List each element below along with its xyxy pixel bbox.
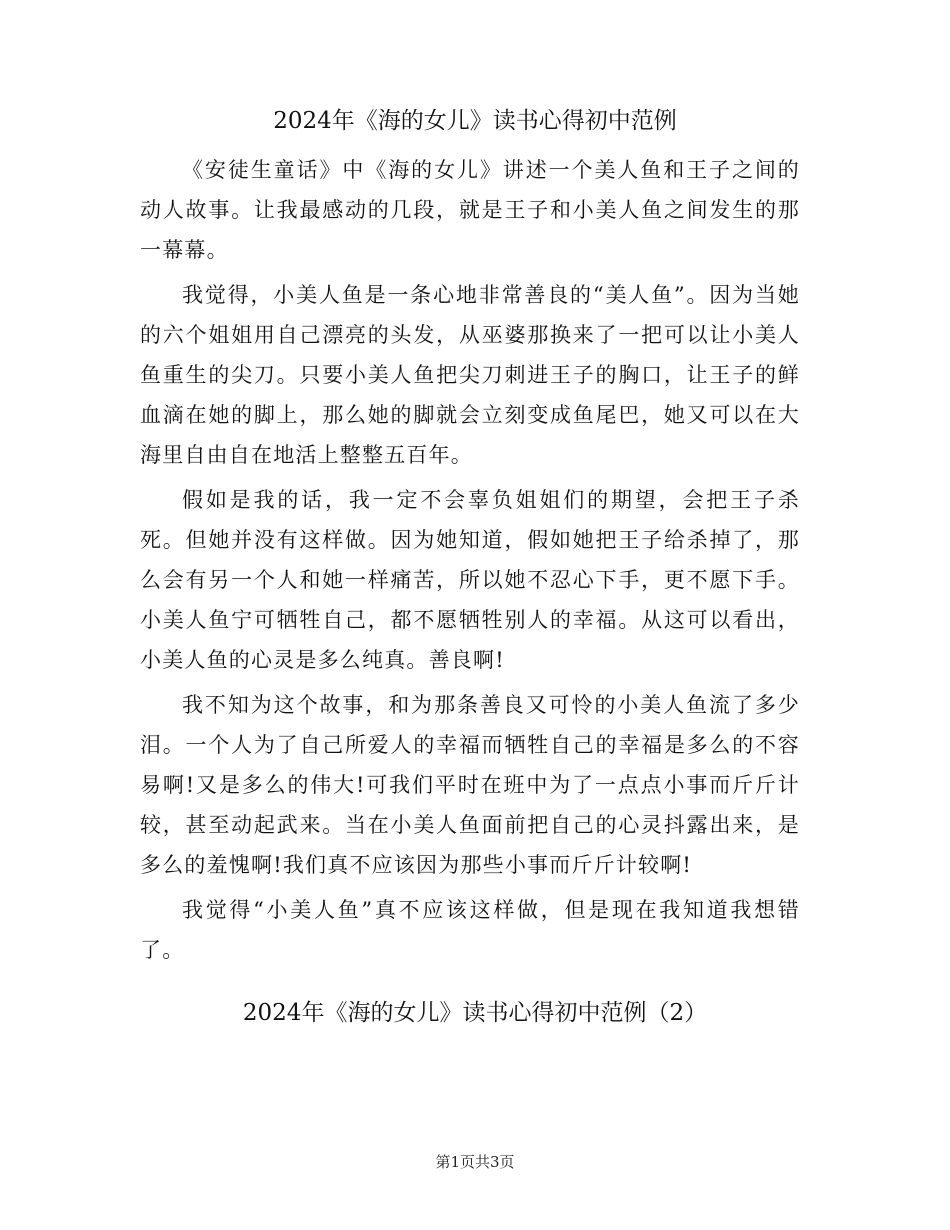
paragraph-1: 《安徒生童话》中《海的女儿》讲述一个美人鱼和王子之间的动人故事。让我最感动的几段，就是王子和小美人鱼之间发生的那一幕幕。 (140, 158, 800, 262)
paragraph-4: 我不知为这个故事，和为那条善良又可怜的小美人鱼流了多少泪。一个人为了自己所爱人的幸福而牺牲自己的幸福是多么的不容易啊!又是多么的伟大!可我们平时在班中为了一点点小事而斤斤计较，甚至动起武来。当在小美人鱼面前把自己的心灵抖露出来，是多么的羞愧啊!我们真不应该因为那些小事而斤斤计较啊! (140, 693, 800, 877)
document-body (140, 150, 800, 975)
document-title: 2024年《海的女儿》读书心得初中范例 (273, 108, 677, 134)
next-section-title: 2024年《海的女儿》读书心得初中范例（2） (242, 1000, 708, 1026)
paragraph-2: 我觉得，小美人鱼是一条心地非常善良的“美人鱼”。因为当她的六个姐姐用自己漂亮的头发，从巫婆那换来了一把可以让小美人鱼重生的尖刀。只要小美人鱼把尖刀刺进王子的胸口，让王子的鲜血滴在她的脚上，那么她的脚就会立刻变成鱼尾巴，她又可以在大海里自由自在地活上整整五百年。 (140, 283, 800, 467)
paragraph-3: 假如是我的话，我一定不会辜负姐姐们的期望，会把王子杀死。但她并没有这样做。因为她知道，假如她把王子给杀掉了，那么会有另一个人和她一样痛苦，所以她不忍心下手，更不愿下手。小美人鱼宁可牺牲自己，都不愿牺牲别人的幸福。从这可以看出，小美人鱼的心灵是多么纯真。善良啊! (140, 488, 800, 672)
page-number: 第1页共3页 (435, 1153, 515, 1171)
paragraph-5: 我觉得“小美人鱼”真不应该这样做，但是现在我知道我想错了。 (140, 898, 800, 962)
